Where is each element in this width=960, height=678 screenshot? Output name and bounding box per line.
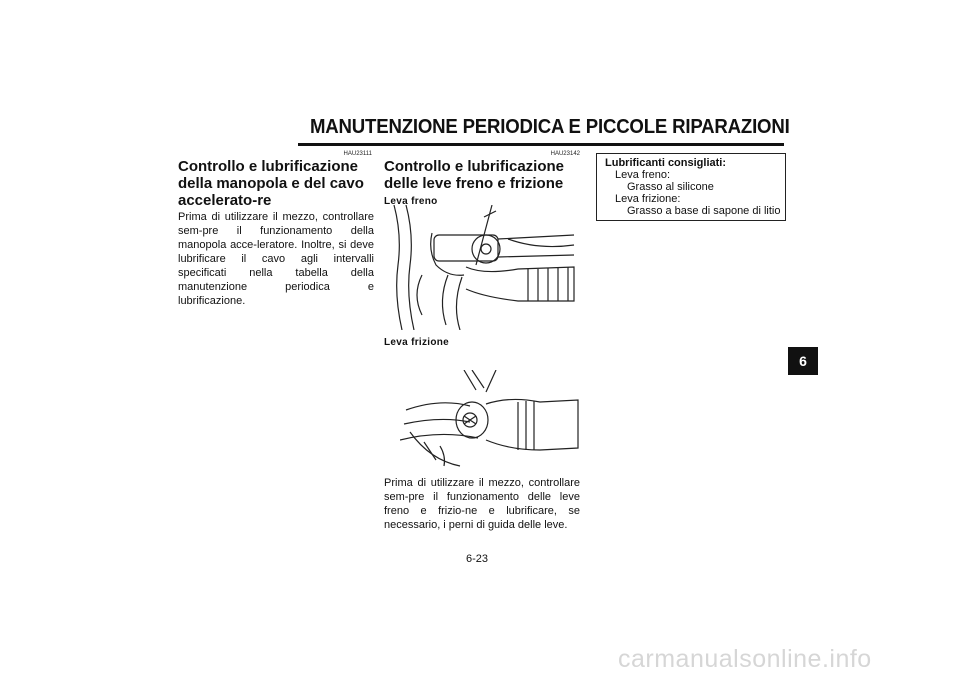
brake-lever-label: Leva freno [384,196,438,207]
section-code: HAU23142 [550,151,580,157]
section-code: HAU23111 [343,151,372,157]
lubricants-title: Lubrificanti consigliati: [605,157,727,169]
clutch-lever-lubricant-label: Leva frizione: [615,193,681,205]
section-body-levers: Prima di utilizzare il mezzo, controllare sem-pre il funzionamento delle leve freno e frizio-ne e lubrificare, se necessario, i perni di guida delle leve. [384,477,580,531]
clutch-lever-label: Leva frizione [384,337,450,348]
clutch-lever-illustration [400,370,580,470]
section-heading-levers: Controllo e lubrificazione delle leve freno e frizione [384,158,565,192]
brake-lever-lubricant-value: Grasso al silicone [627,181,714,193]
header-rule [298,143,784,146]
page-header-title: MANUTENZIONE PERIODICA E PICCOLE RIPARAZIONI [310,116,790,138]
recommended-lubricants-box [596,153,786,221]
clutch-lever-lubricant-value: Grasso a base di sapone di litio [627,205,781,217]
chapter-tab: 6 [788,347,818,375]
section-heading-throttle: Controllo e lubrificazione della manopola e del cavo accelerato-re [178,158,364,209]
page-number: 6-23 [466,553,489,565]
section-body-throttle: Prima di utilizzare il mezzo, controllare sem-pre il funzionamento della manopola acce-leratore. Inoltre, si deve lubrificare il cavo agli intervalli specificati nella tabella della manutenzione periodica e lubrificazione. [178,211,374,307]
footer-watermark: carmanualsonline.info [618,645,872,673]
brake-lever-lubricant-label: Leva freno: [615,169,671,181]
brake-lever-illustration [388,205,578,330]
